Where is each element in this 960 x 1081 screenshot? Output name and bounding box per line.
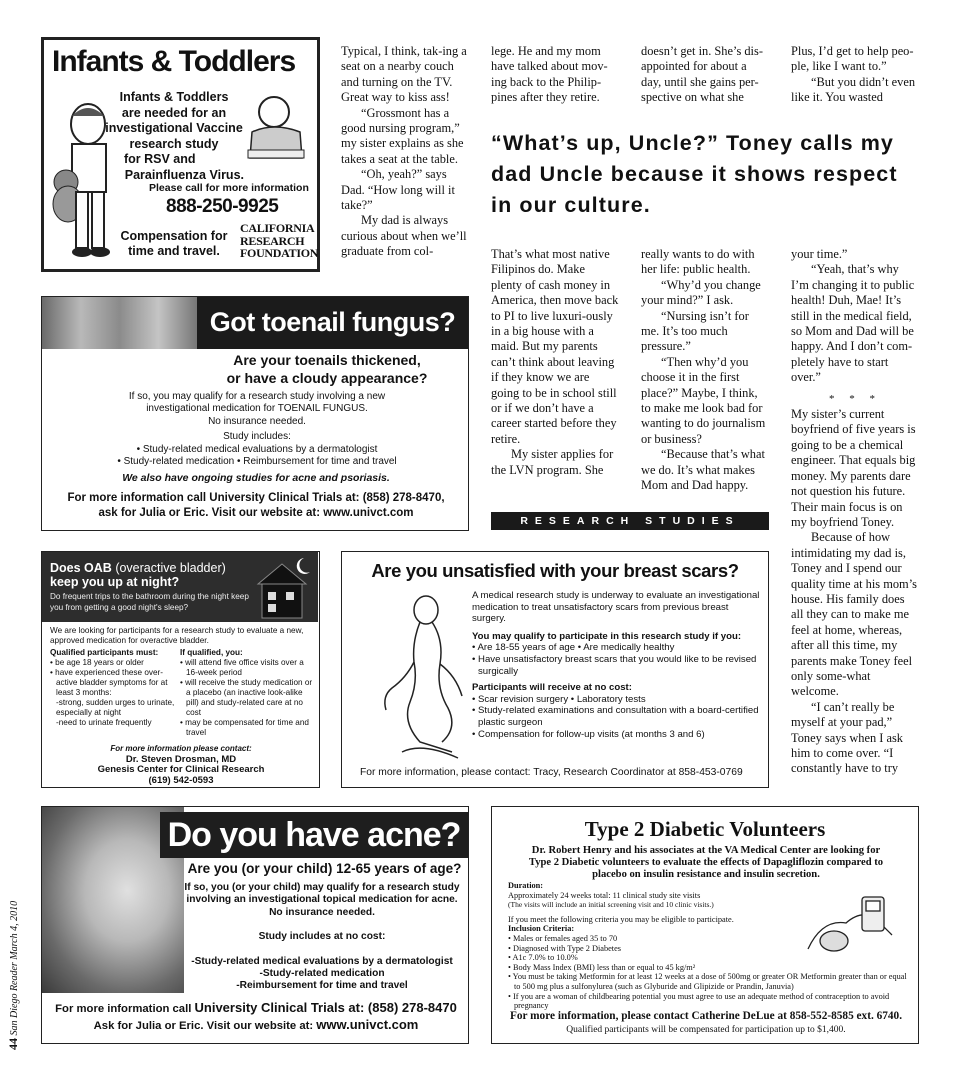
breast-body xyxy=(472,590,762,740)
toenail-contact xyxy=(46,491,466,521)
oab-left-2: • have experienced these over-active bladder symptoms for at least 3 months: xyxy=(50,668,168,697)
diabetes-dur-label: Duration: xyxy=(508,881,544,890)
oab-left-3: -strong, sudden urges to urinate, especially at night xyxy=(56,698,175,717)
col1-p3: “Oh, yeah?” says Dad. “How long will it take?” xyxy=(341,167,455,213)
ad-oab xyxy=(41,551,320,788)
col4-bot-p5: “I can’t really be myself at your pad,” Toney says when I ask him to come over. “I constantly have to try xyxy=(791,699,903,776)
diabetes-inc-1: • Males or females aged 35 to 70 xyxy=(508,933,618,943)
infants-compensation xyxy=(114,229,234,259)
oab-right-2: • will receive the study medication or a placebo (an inactive look-alike pill) and study-related care at no cost xyxy=(180,678,313,717)
oab-headline xyxy=(50,561,250,589)
diabetes-contact: For more information, please contact Catherine DeLue at 858-552-8585 ext. 6740. xyxy=(509,1010,903,1022)
col3-bot-p2: “Why’d you change your mind?” I ask. xyxy=(641,277,761,308)
diabetes-inc-3: • A1c 7.0% to 10.0% xyxy=(508,953,578,963)
diabetes-comp: Qualified participants will be compensated for participation up to $1,400. xyxy=(566,1025,846,1035)
diabetes-inc-6: • If you are a woman of childbearing potential you must agree to use an adequate method of contraception to avoid pregnancy xyxy=(508,991,890,1011)
toenail-inc-label: Study includes: xyxy=(223,431,291,443)
article-col-1 xyxy=(341,44,469,260)
infants-line-5: for RSV and xyxy=(124,152,196,166)
col2-bot-p1: That’s what most native Filipinos do. Make plenty of cash money in America, then move back to PI to live luxuri-ously in a big house with a maid. But my parents can’t think about leaving if they know we are going to be in school still or if we don’t have a career started before they retire. xyxy=(491,247,619,446)
page-number: 44 xyxy=(6,1038,20,1050)
toenail-sub xyxy=(192,351,462,387)
house-moon-icon xyxy=(252,554,316,620)
article-col-3-top xyxy=(641,44,769,106)
acne-inc-label: Study includes at no cost: xyxy=(258,931,386,943)
col3-bot-p4: “Then why’d you choose it in the first place?” Maybe, I think, to make me look bad for wanting to do journalism or business? xyxy=(641,354,766,446)
breast-p-3: • Compensation for follow-up visits (at months 3 and 6) xyxy=(472,728,705,740)
baby-illustration xyxy=(244,92,308,162)
oab-headline-a: Does OAB xyxy=(50,561,112,575)
infants-headline: Infants & Toddlers xyxy=(52,45,296,78)
toenail-body xyxy=(112,391,402,468)
acne-inc-1: -Study-related medical evaluations by a dermatologist xyxy=(191,955,453,967)
oab-right-col xyxy=(180,648,314,738)
publication-line: San Diego Reader March 4, 2010 xyxy=(9,900,20,1036)
logo-line-1: CALIFORNIA xyxy=(240,221,315,235)
acne-body xyxy=(182,882,462,993)
infants-line-6: Parainfluenza Virus. xyxy=(124,167,244,182)
oab-headline-b: (overactive bladder) xyxy=(115,561,226,575)
oab-header xyxy=(42,552,318,622)
infants-line-1: Infants & Toddlers xyxy=(119,90,229,104)
ad-diabetes xyxy=(491,806,919,1044)
breast-q-head: You may qualify to participate in this research study if you: xyxy=(472,630,742,642)
oab-sub: Do frequent trips to the bathroom during the night keep you from getting a good night's sleep? xyxy=(50,592,249,612)
toenail-p2: No insurance needed. xyxy=(208,415,306,427)
col4-bot-p4: Because of how intimidating my dad is, Toney and I spend our quality time at his mom’s house. His family does all they can to make me feel at home, whereas, after all this time, my parents make Toney feel only some-what welcome. xyxy=(791,530,917,699)
ad-acne xyxy=(41,806,469,1044)
col1-p2: “Grossmont has a good nursing program,” my sister explains as she takes a seat at the table. xyxy=(341,105,464,166)
toenail-p1: If so, you may qualify for a research study involving a new investigational medication for TOENAIL FUNGUS. xyxy=(128,391,386,415)
breast-intro: A medical research study is underway to evaluate an investigational medication to treat unsatisfactory scars from previous breast surgery. xyxy=(472,590,760,625)
toenail-photo xyxy=(42,297,197,349)
toenail-contact-2: ask for Julia or Eric. Visit our website at: www.univct.com xyxy=(98,507,414,519)
figure-illustration xyxy=(362,592,472,762)
breast-q-1: • Are 18-55 years of age • Are medically healthy xyxy=(472,642,675,654)
diabetes-inc-2: • Diagnosed with Type 2 Diabetes xyxy=(508,943,622,953)
col3-bot-p3: “Nursing isn’t for me. It’s too much pressure.” xyxy=(641,308,749,354)
acne-p2: No insurance needed. xyxy=(269,906,375,918)
col3-bot-p5: “Because that’s what we do. It’s what makes Mom and Dad happy. xyxy=(641,447,765,493)
col1-p1 xyxy=(341,44,469,106)
infants-line-2: are needed for an xyxy=(121,105,227,120)
acne-inc-3: -Reimbursement for time and travel xyxy=(236,980,408,992)
diabetes-criteria-intro: If you meet the following criteria you may be eligible to participate. xyxy=(508,914,734,924)
infants-line-4: research study xyxy=(129,136,219,151)
page-folio xyxy=(6,890,20,1050)
diabetes-dur: Approximately 24 weeks total: 11 clinical study site visits xyxy=(508,890,701,900)
oab-right-1: • will attend five office visits over a 16-week period xyxy=(180,658,304,677)
col4-bot-p3: My sister’s current boyfriend of five years is going to be a chemical engineer. That equals big money. My parents dare not question his future. Their main focus is on my boyfriend Toney. xyxy=(791,407,916,529)
toenail-inc-1: • Study-related medical evaluations by a dermatologist xyxy=(136,443,378,455)
california-research-logo xyxy=(240,222,318,260)
diabetes-inc-label: Inclusion Criteria: xyxy=(508,924,575,934)
article-col-4-bottom xyxy=(791,247,919,777)
article-col-2-top xyxy=(491,44,619,106)
acne-contact-1a: For more information call xyxy=(55,1003,195,1015)
oab-center: Genesis Center for Clinical Research xyxy=(97,764,265,775)
oab-left-head: Qualified participants must: xyxy=(50,648,159,657)
toenail-headline: Got toenail fungus? xyxy=(197,297,468,349)
col1-p1-text: Typical, I think, tak-ing a seat on a nearby couch and turning on the TV. Great way to kiss ass! xyxy=(341,44,467,105)
diabetes-body xyxy=(508,881,908,1011)
toenail-contact-1: For more information call University Clinical Trials at: (858) 278-8470, xyxy=(67,492,445,504)
col2-top-text: lege. He and my mom have talked about mov-ing back to the Philip-pines after they retire. xyxy=(491,44,608,105)
acne-contact-line-1 xyxy=(44,1000,468,1017)
breast-p-head: Participants will receive at no cost: xyxy=(472,682,632,694)
article-col-3-bottom xyxy=(641,247,769,494)
toenail-inc-2: • Study-related medication • Reimbursement for time and travel xyxy=(117,456,397,468)
infants-comp-1: Compensation for xyxy=(120,229,228,243)
infants-comp-2: time and travel. xyxy=(128,244,220,258)
oab-left-4: -need to urinate frequently xyxy=(56,718,152,727)
acne-p1: If so, you (or your child) may qualify for a research study involving an investigational topical medication for acne. xyxy=(184,882,460,906)
acne-inc-2: -Study-related medication xyxy=(259,968,385,980)
toenail-sub-1: Are your toenails thickened, xyxy=(233,352,421,368)
oab-phone: (619) 542-0593 xyxy=(148,774,214,786)
oab-left-1: • be age 18 years or older xyxy=(50,658,144,667)
col4-bot-p1: your time.” xyxy=(791,247,848,261)
ad-toenail-fungus xyxy=(41,296,469,531)
diabetes-dur-note: (The visits will include an initial screening visit and 10 clinic visits.) xyxy=(508,900,714,910)
infants-body xyxy=(104,90,244,183)
col4-bot-p2: “Yeah, that’s why I’m changing it to public health! Duh, Mae! It’s still in the medical field, so Mom and Dad will be happy. And I don’t com-pletely have to start over.” xyxy=(791,262,915,385)
acne-contact xyxy=(44,1000,468,1034)
diabetes-inc-5: • You must be taking Metformin for at least 12 weeks at a dose of 500mg or greater OR Metformin greater than or equal to 500 mg plus a sulfonylurea (such as Glyburide and Glipizide or Prandin, Januvia) xyxy=(508,972,907,991)
section-break: * * * xyxy=(829,392,881,405)
oab-contact-label: For more information please contact: xyxy=(110,744,252,753)
ad-infants-toddlers xyxy=(41,37,320,272)
col1-p4: My dad is always curious about when we’ll graduate from col- xyxy=(341,213,467,259)
col3-top-text: doesn’t get in. She’s dis-appointed for about a day, until she gains per-spective on what she xyxy=(641,44,763,105)
oab-left-col xyxy=(50,648,178,728)
oab-right-3: • may be compensated for time and travel xyxy=(180,718,309,737)
diabetes-inc-4: • Body Mass Index (BMI) less than or equal to 45 kg/m² xyxy=(508,962,696,972)
breast-q-2: • Have unsatisfactory breast scars that you would like to be revised surgically xyxy=(472,653,757,677)
col2-bot-p2: My sister applies for the LVN program. She xyxy=(491,447,614,477)
logo-line-2: RESEARCH xyxy=(240,233,305,248)
acne-contact-line-2 xyxy=(44,1017,468,1034)
article-col-4-top xyxy=(791,44,919,106)
toenail-sub-2: or have a cloudy appearance? xyxy=(226,370,428,386)
oab-intro: We are looking for participants for a research study to evaluate a new, approved medication for overactive bladder. xyxy=(50,626,304,645)
oab-headline-c: keep you up at night? xyxy=(50,575,180,589)
diabetes-intro: Dr. Robert Henry and his associates at the VA Medical Center are looking for Type 2 Diabetic volunteers to evaluate the effects of Dapagliflozin compared to placebo on insulin resistance and insulin secretion. xyxy=(528,845,884,880)
acne-sub: Are you (or your child) 12-65 years of age? xyxy=(187,861,462,876)
article-col-2-bottom xyxy=(491,247,619,478)
ad-breast-scars xyxy=(341,551,769,788)
infants-call: Please call for more information xyxy=(149,182,309,194)
pull-quote: “What’s up, Uncle?” Toney calls my dad Uncle because it shows respect in our culture. xyxy=(491,131,898,217)
breast-p-1: • Scar revision surgery • Laboratory tests xyxy=(472,693,646,705)
toenail-also: We also have ongoing studies for acne and psoriasis. xyxy=(122,472,390,484)
acne-contact-2a: Ask for Julia or Eric. Visit our website at: xyxy=(93,1020,317,1032)
oab-doctor: Dr. Steven Drosman, MD xyxy=(125,753,237,765)
breast-contact: For more information, please contact: Tracy, Research Coordinator at 858-453-0769 xyxy=(360,767,743,778)
col4-top-p2: “But you didn’t even like it. You wasted xyxy=(791,74,916,105)
col4-top-p1: Plus, I’d get to help peo-ple, like I want to.” xyxy=(791,44,914,74)
acne-contact-2b: www.univct.com xyxy=(316,1017,419,1032)
diabetes-headline: Type 2 Diabetic Volunteers xyxy=(584,817,826,841)
breast-p-2: • Study-related examinations and consultation with a board-certified plastic surgeon xyxy=(472,705,759,728)
logo-line-3: FOUNDATION xyxy=(240,246,319,260)
oab-contact xyxy=(46,744,316,786)
acne-headline: Do you have acne? xyxy=(160,812,468,858)
col3-bot-p1: really wants to do with her life: public health. xyxy=(641,247,755,277)
oab-right-head: If qualified, you: xyxy=(180,648,243,657)
infants-line-3: investigational Vaccine xyxy=(105,121,243,135)
acne-contact-1c: at: (858) 278-8470 xyxy=(344,1000,457,1015)
acne-contact-1b: University Clinical Trials xyxy=(194,1000,345,1015)
infants-phone: 888-250-9925 xyxy=(166,196,279,217)
breast-headline: Are you unsatisfied with your breast scars? xyxy=(371,560,739,581)
research-studies-banner: RESEARCH STUDIES xyxy=(491,512,769,530)
